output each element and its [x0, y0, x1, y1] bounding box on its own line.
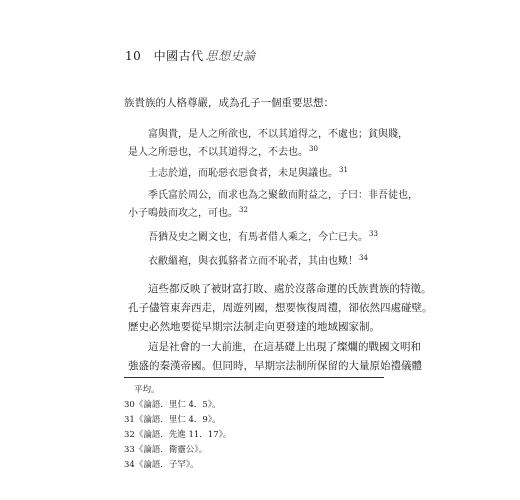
footnote-ref: 34	[359, 253, 368, 262]
footnote: 30《論語．里仁 4．5》。	[124, 400, 221, 410]
body-line: 孔子儘管東奔西走，周遊列國，想要恢復周禮，卻依然四處碰壁。	[128, 302, 433, 314]
intro-line: 族貴族的人格尊嚴，成為孔子一個重要思想：	[124, 97, 334, 109]
quote-line	[148, 228, 378, 243]
footnote: 32《論語．先進 11．17》。	[124, 430, 232, 440]
book-title-decorative: 思想史論	[205, 49, 256, 63]
quote-line: 季氏富於周公，而求也為之聚斂而附益之，子曰：非吾徒也，	[148, 190, 418, 201]
footnote: 31《論語．里仁 4．9》。	[124, 415, 221, 425]
footnote-ref: 30	[309, 144, 318, 153]
quote-line	[128, 143, 318, 158]
quote-line: 富與貴，是人之所欲也，不以其道得之，不處也；貧與賤，	[148, 129, 408, 140]
footnote-ref: 31	[339, 165, 348, 174]
quote-text: 衣敝縕袍，與衣狐貉者立而不恥者，其由也歟！	[148, 256, 358, 267]
page-header	[125, 47, 256, 64]
footnote: 33《論語．衛靈公》。	[124, 445, 208, 455]
body-line: 這些都反映了被財富打敗、處於沒落命運的氏族貴族的特徵。	[148, 283, 432, 295]
footnote: 平均。	[134, 385, 160, 395]
footnote: 34《論語．子罕》。	[124, 460, 199, 470]
quote-line	[128, 204, 248, 219]
quote-line	[148, 252, 368, 267]
quote-text: 是人之所惡也，不以其道得之，不去也。	[128, 147, 308, 158]
body-line: 強盛的秦漢帝國。但同時，早期宗法制所保留的大量原始禮儀體	[128, 360, 422, 372]
page-number: 10	[125, 49, 142, 63]
footnote-divider	[124, 377, 384, 378]
footnote-ref: 32	[239, 205, 248, 214]
footnote-ref: 33	[369, 229, 378, 238]
quote-text: 士志於道，而恥惡衣惡食者，未足與議也。	[148, 168, 338, 179]
quote-text: 小子鳴鼓而攻之，可也。	[128, 208, 238, 219]
book-title: 中國古代	[153, 49, 204, 63]
quote-line	[148, 164, 348, 179]
body-line: 這是社會的一大前進，在這基礎上出現了燦爛的戰國文明和	[148, 341, 421, 353]
body-line: 歷史必然地要從早期宗法制走向更發達的地域國家制。	[128, 321, 380, 333]
quote-text: 吾猶及史之闕文也，有馬者借人乘之，今亡已夫。	[148, 232, 368, 243]
